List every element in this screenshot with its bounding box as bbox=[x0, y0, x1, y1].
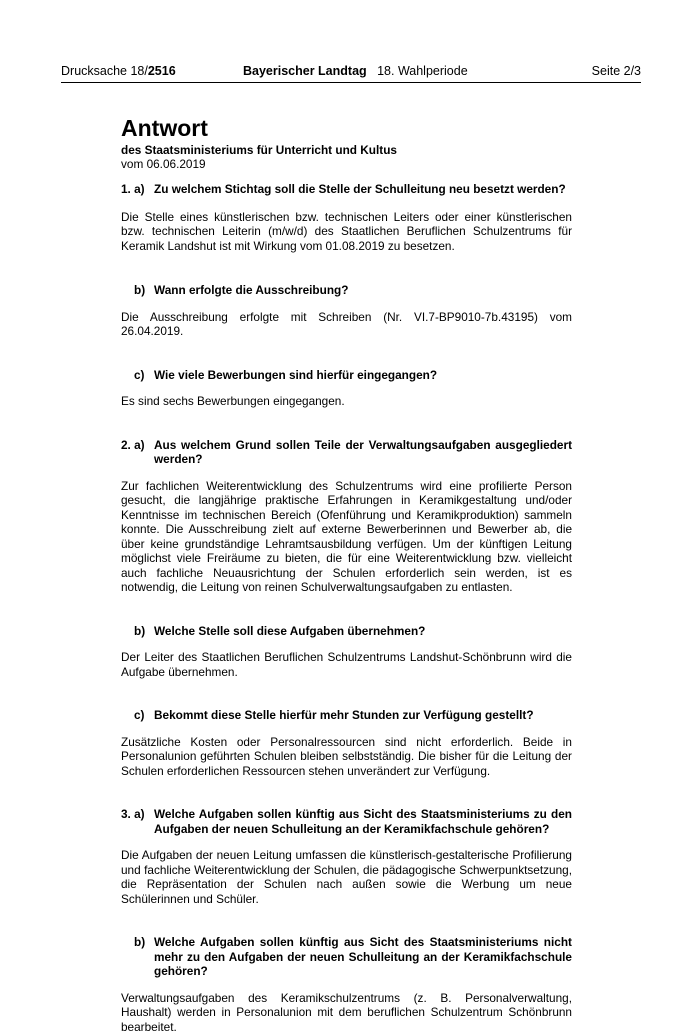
question-2c bbox=[121, 708, 572, 723]
question-sub-label: b) bbox=[134, 624, 145, 639]
answer-2b: Der Leiter des Staatlichen Beruflichen Schulzentrums Landshut-Schönbrunn wird die Aufgabe übernehmen. bbox=[121, 650, 572, 679]
answer-1a: Die Stelle eines künstlerischen bzw. technischen Leiters oder einer künstlerischen bzw. technischen Leiterin (m/w/d) des Staatlichen Beruflichen Schulzentrums für Keramik Landshut ist mit Wirkung vom 01.08.2019 zu besetzen. bbox=[121, 210, 572, 254]
question-sub-label: b) bbox=[134, 283, 145, 298]
answer-1b: Die Ausschreibung erfolgte mit Schreiben (Nr. VI.7-BP9010-7b.43195) vom 26.04.2019. bbox=[121, 310, 572, 339]
question-2b bbox=[121, 624, 572, 639]
question-number: 3. a) bbox=[121, 807, 145, 822]
question-3a bbox=[121, 807, 572, 836]
question-text: Zu welchem Stichtag soll die Stelle der Schulleitung neu besetzt werden? bbox=[154, 182, 566, 196]
page-number: Seite 2/3 bbox=[592, 64, 641, 78]
question-sub-label: c) bbox=[134, 368, 145, 383]
drucksache-label bbox=[61, 64, 176, 78]
question-3b bbox=[121, 935, 572, 979]
question-text: Welche Aufgaben sollen künftig aus Sicht des Staatsministeriums zu den Aufgaben der neuen Schulleitung an der Keramikfachschule gehören? bbox=[154, 807, 572, 836]
drucksache-number: 2516 bbox=[148, 64, 176, 78]
answer-2a: Zur fachlichen Weiterentwicklung des Schulzentrums wird eine profilierte Person gesucht, die langjährige praktische Erfahrungen in Keramikgestaltung und/oder Kenntnisse im technischen Bereich (Ofenführung und Keramikproduktion) sammeln konnte. Die Ausschreibung zielt auf externe Bewerberinnen und Bewerber ab, die über keine grundständige Lehramtsausbildung verfügen. Um der künftigen Leitung möglichst viele Freiräume zu bieten, die für eine Weiterentwicklung bzw. vielleicht auch fachliche Neuausrichtung der Schulen erforderlich sein werden, ist es notwendig, die Leitung von reinen Schulverwaltungsaufgaben zu entlasten. bbox=[121, 479, 572, 595]
answer-1c: Es sind sechs Bewerbungen eingegangen. bbox=[121, 394, 572, 409]
question-text: Wie viele Bewerbungen sind hierfür eingegangen? bbox=[154, 368, 437, 382]
question-sub-label: b) bbox=[134, 935, 145, 950]
header-divider bbox=[61, 82, 641, 83]
question-number: 1. a) bbox=[121, 182, 145, 197]
question-1b bbox=[121, 283, 572, 298]
question-text: Wann erfolgte die Ausschreibung? bbox=[154, 283, 348, 297]
question-2a bbox=[121, 438, 572, 467]
election-period: 18. Wahlperiode bbox=[377, 64, 468, 78]
document-body bbox=[121, 114, 572, 1034]
question-text: Welche Stelle soll diese Aufgaben übernehmen? bbox=[154, 624, 425, 638]
question-sub-label: c) bbox=[134, 708, 145, 723]
answer-2c: Zusätzliche Kosten oder Personalressourcen sind nicht erforderlich. Beide in Personalunion geführten Schulen bleiben selbstständig. Die bisher für die Leitung der Schulen erforderlichen Ressourcen stehen unverändert zur Verfügung. bbox=[121, 735, 572, 779]
question-number: 2. a) bbox=[121, 438, 145, 453]
answer-date: vom 06.06.2019 bbox=[121, 158, 572, 172]
answer-3a: Die Aufgaben der neuen Leitung umfassen die künstlerisch-gestalterische Profilierung und fachliche Weiterentwicklung der Schulen, die pädagogische Schwerpunktsetzung, die Repräsentation der Schulen nach außen sowie die Werbung um neue Schülerinnen und Schüler. bbox=[121, 848, 572, 906]
question-text: Bekommt diese Stelle hierfür mehr Stunden zur Verfügung gestellt? bbox=[154, 708, 534, 722]
header-center bbox=[243, 64, 468, 78]
question-1a bbox=[121, 182, 572, 197]
answer-title: Antwort bbox=[121, 114, 572, 142]
question-1c bbox=[121, 368, 572, 383]
page-header bbox=[61, 64, 641, 82]
question-text: Aus welchem Grund sollen Teile der Verwaltungsaufgaben ausgegliedert werden? bbox=[154, 438, 572, 467]
answer-3b: Verwaltungsaufgaben des Keramikschulzentrums (z. B. Personalverwaltung, Haushalt) werden in Personalunion mit dem beruflichen Schulzentrum Schönbrunn bearbeitet. bbox=[121, 991, 572, 1034]
question-text: Welche Aufgaben sollen künftig aus Sicht des Staatsministeriums nicht mehr zu den Aufgaben der neuen Schulleitung an der Keramikfachschule gehören? bbox=[154, 935, 572, 978]
parliament-name: Bayerischer Landtag bbox=[243, 64, 367, 78]
drucksache-prefix: Drucksache 18/ bbox=[61, 64, 148, 78]
answer-ministry: des Staatsministeriums für Unterricht und Kultus bbox=[121, 144, 572, 158]
